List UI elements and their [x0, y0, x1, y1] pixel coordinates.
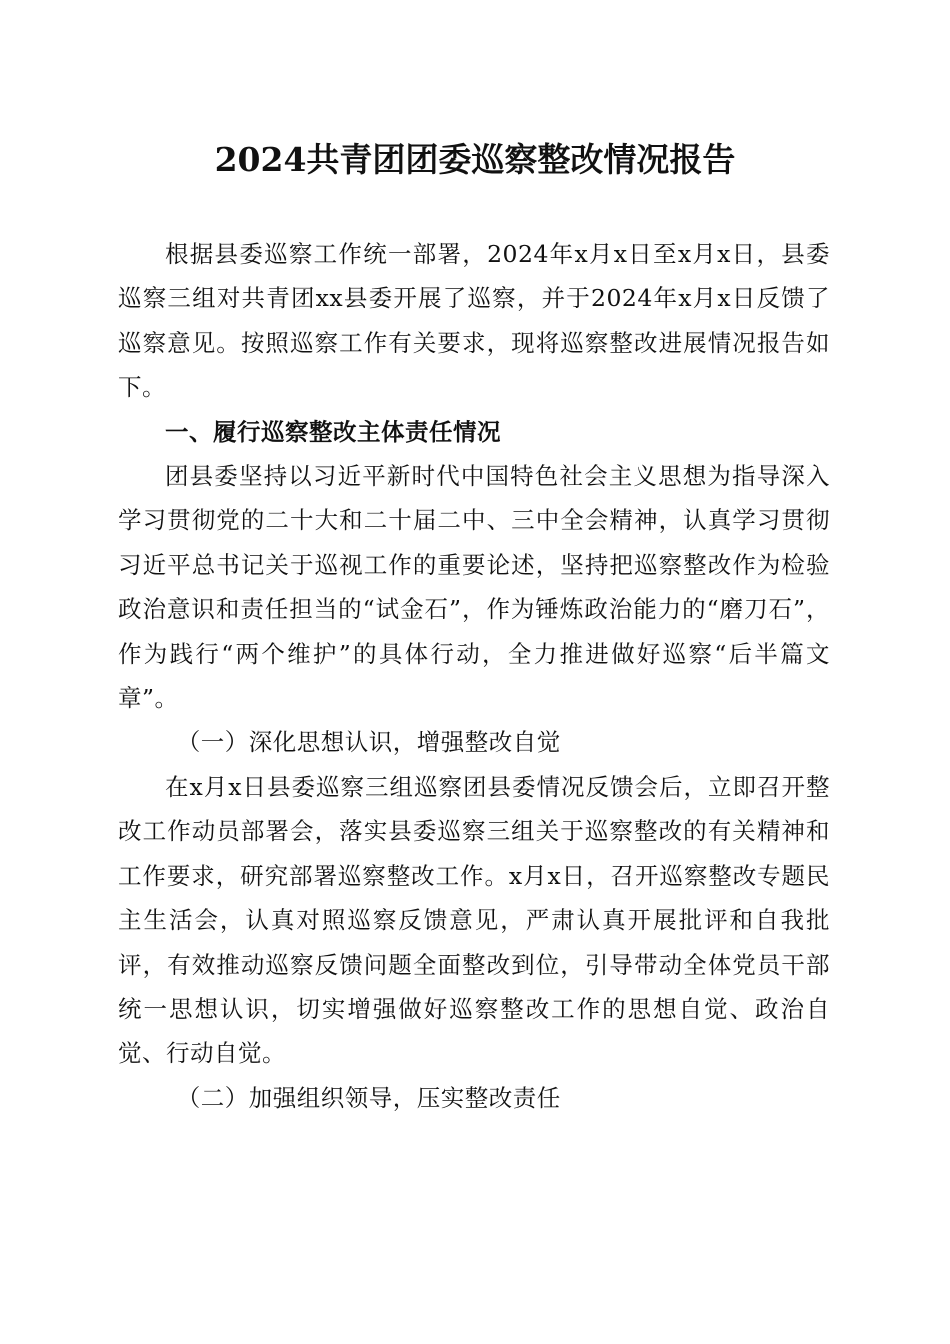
subsection-1-heading: （一）深化思想认识，增强整改自觉 [176, 728, 561, 757]
subsection-1-paragraph: 在x月x日县委巡察三组巡察团县委情况反馈会后，立即召开整改工作动员部署会，落实县委巡察三组关于巡察整改的有关精神和工作要求，研究部署巡察整改工作。x月x日，召开巡察整改专题民主生活会，认真对照巡察反馈意见，严肃认真开展批评和自我批评，有效推动巡察反馈问题全面整改到位，引导带动全体党员干部统一思想认识，切实增强做好巡察整改工作的思想自觉、政治自觉、行动自觉。 [118, 772, 830, 1068]
section-1-heading: 一、履行巡察整改主体责任情况 [165, 417, 501, 446]
document-body [118, 232, 830, 1120]
subsection-2-heading: （二）加强组织领导，压实整改责任 [176, 1083, 561, 1112]
intro-paragraph: 根据县委巡察工作统一部署，2024年x月x日至x月x日，县委巡察三组对共青团xx县委开展了巡察，并于2024年x月x日反馈了巡察意见。按照巡察工作有关要求，现将巡察整改进展情况报告如下。 [118, 240, 830, 402]
document-title: 2024共青团团委巡察整改情况报告 [214, 140, 736, 179]
section-1-paragraph: 团县委坚持以习近平新时代中国特色社会主义思想为指导深入学习贯彻党的二十大和二十届二中、三中全会精神，认真学习贯彻习近平总书记关于巡视工作的重要论述，坚持把巡察整改作为检验政治意识和责任担当的“试金石”，作为锤炼政治能力的“磨刀石”，作为践行“两个维护”的具体行动，全力推进做好巡察“后半篇文章”。 [118, 462, 830, 713]
